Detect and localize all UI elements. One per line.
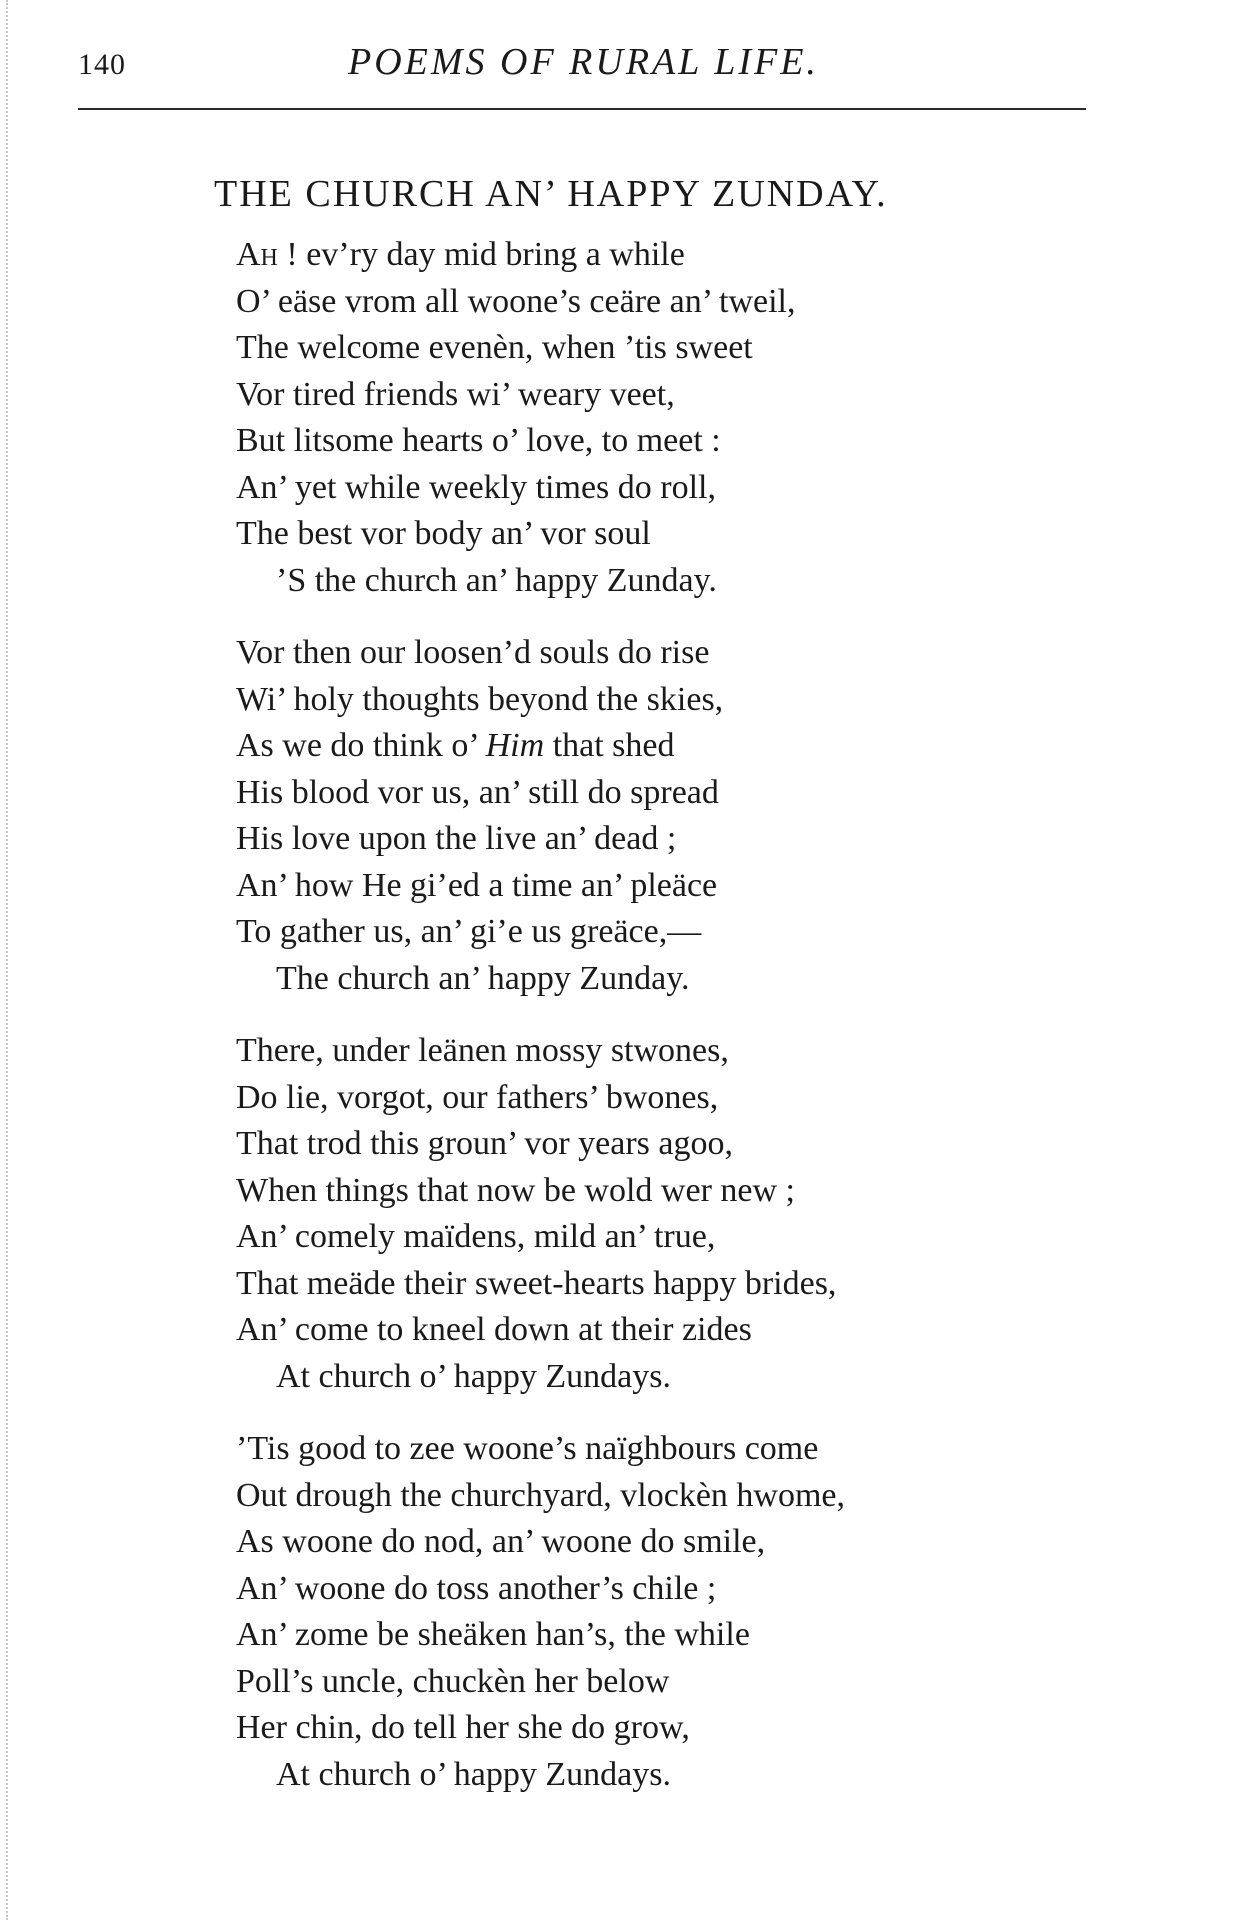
running-head: POEMS OF RURAL LIFE.	[348, 41, 819, 83]
poem-line: Do lie, vorgot, our fathers’ bwones,	[236, 1078, 719, 1116]
poem-line: Her chin, do tell her she do grow,	[236, 1709, 690, 1746]
poem-line: There, under leänen mossy stwones,	[236, 1032, 729, 1069]
poem-line: An’ yet while weekly times do roll,	[236, 468, 716, 506]
poem-line: His love upon the live an’ dead ;	[236, 820, 677, 857]
header-rule	[78, 108, 1086, 110]
poem-line: The welcome evenèn, when ’tis sweet	[236, 329, 753, 366]
page-header	[78, 38, 1088, 88]
poem-line: Vor then our loosen’d souls do rise	[236, 634, 710, 671]
poem-line: That trod this groun’ vor years agoo,	[236, 1125, 733, 1162]
poem-line: To gather us, an’ gi’e us greäce,—	[236, 913, 702, 950]
poem-line: The best vor body an’ vor soul	[236, 515, 651, 552]
poem-line: An’ come to kneel down at their zides	[236, 1311, 752, 1348]
refrain-line: At church o’ happy Zundays.	[276, 1357, 671, 1395]
poem-line: ’Tis good to zee woone’s naïghbours come	[236, 1430, 819, 1467]
poem-line: An’ comely maïdens, mild an’ true,	[236, 1218, 716, 1255]
poem-line: Wi’ holy thoughts beyond the skies,	[236, 680, 724, 718]
page-number: 140	[78, 48, 126, 81]
poem-line: An’ zome be sheäken han’s, the while	[236, 1616, 750, 1653]
refrain-line: At church o’ happy Zundays.	[276, 1755, 671, 1793]
poem-title: THE CHURCH AN’ HAPPY ZUNDAY.	[214, 173, 888, 215]
stanza-3	[236, 1028, 1056, 1400]
poem-line: His blood vor us, an’ still do spread	[236, 773, 719, 811]
stanza-2	[236, 630, 1056, 1002]
line-text: ! ev’ry day mid bring a while	[277, 236, 685, 273]
poem-line: Vor tired friends wi’ weary veet,	[236, 375, 675, 413]
stanza-1	[236, 232, 1056, 604]
poem-line: Poll’s uncle, chuckèn her below	[236, 1662, 670, 1700]
line-text: that shed	[544, 727, 675, 764]
drop-word: Ah	[236, 236, 278, 273]
poem-line: An’ woone do toss another’s chile ;	[236, 1569, 717, 1607]
poem-line: Out drough the churchyard, vlockèn hwome,	[236, 1476, 845, 1514]
poem-line	[236, 232, 1056, 279]
poem-line	[236, 723, 1056, 770]
line-text: As we do think o’	[236, 727, 486, 764]
italic-word: Him	[485, 727, 545, 764]
refrain-line: The church an’ happy Zunday.	[276, 959, 690, 997]
poem-line: O’ eäse vrom all woone’s ceäre an’ tweil,	[236, 282, 796, 320]
poem-body	[236, 232, 1056, 1824]
poem-line: An’ how He gi’ed a time an’ pleäce	[236, 866, 718, 904]
poem-line: When things that now be wold wer new ;	[236, 1171, 795, 1209]
poem-line: That meäde their sweet-hearts happy brides,	[236, 1264, 837, 1302]
poem-line: As woone do nod, an’ woone do smile,	[236, 1523, 766, 1560]
page-edge-dotted-line	[6, 0, 8, 1920]
refrain-line: ’S the church an’ happy Zunday.	[276, 561, 717, 599]
poem-line: But litsome hearts o’ love, to meet :	[236, 422, 721, 459]
stanza-4	[236, 1426, 1056, 1798]
